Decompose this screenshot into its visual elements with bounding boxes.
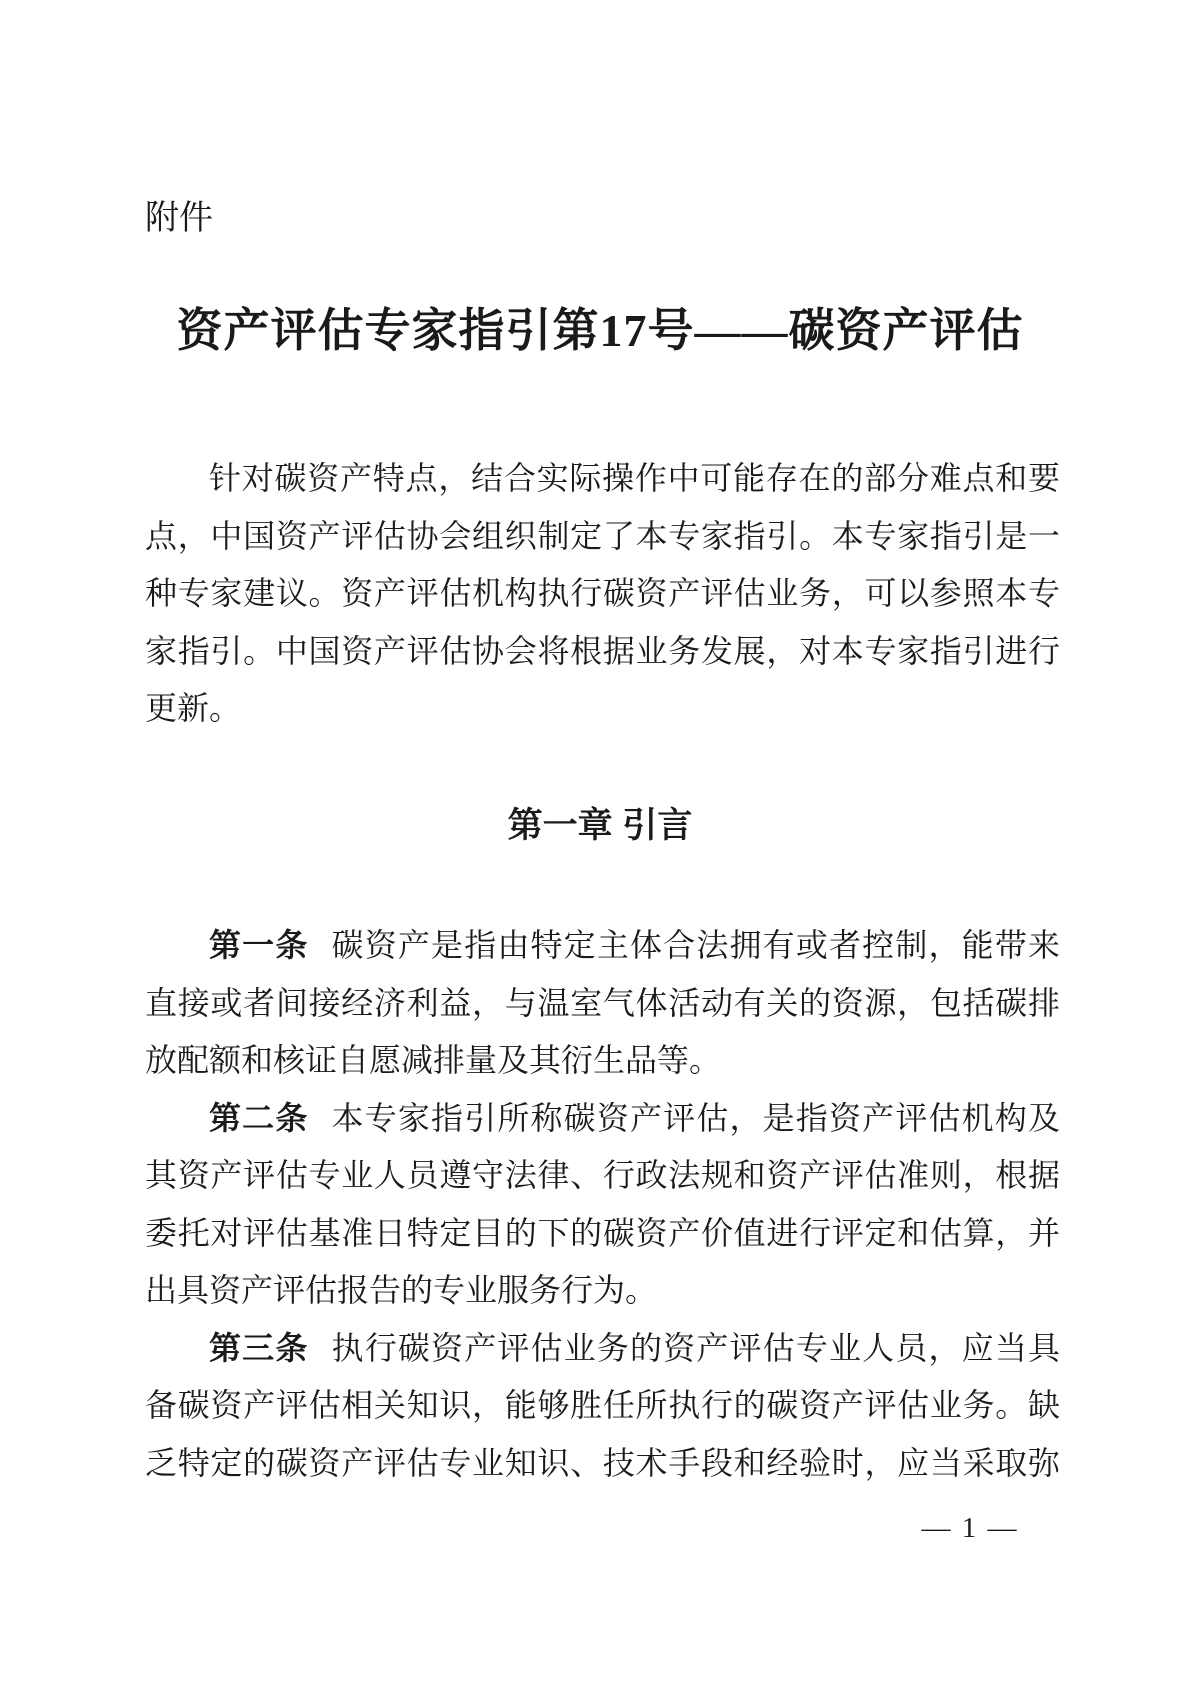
text-line: 放配额和核证自愿减排量及其衍生品等。 <box>145 1042 722 1078</box>
article-3-text: 执行碳资产评估业务的资产评估专业人员，应当具 <box>331 1329 1060 1366</box>
text-line: 直接或者间接经济利益，与温室气体活动有关的资源，包括碳排 <box>145 984 1060 1021</box>
article-1-label: 第一条 <box>209 927 309 963</box>
article-3-lines <box>145 1377 1060 1492</box>
document-title: 资产评估专家指引第17号——碳资产评估 <box>176 305 1024 356</box>
article-1-first-line <box>145 917 1060 975</box>
text-line: 更新。 <box>145 690 242 726</box>
article-2-text: 本专家指引所称碳资产评估，是指资产评估机构及 <box>331 1099 1060 1136</box>
text-line: 出具资产评估报告的专业服务行为。 <box>145 1272 658 1308</box>
article-3 <box>145 1320 1060 1493</box>
attachment-label: 附件 <box>145 200 213 237</box>
articles-section <box>145 917 1060 1492</box>
article-2-label: 第二条 <box>209 1099 309 1136</box>
page-number: — 1 — <box>921 1512 1019 1544</box>
text-line: 点，中国资产评估协会组织制定了本专家指引。本专家指引是一 <box>145 517 1060 554</box>
article-1 <box>145 917 1060 1090</box>
intro-first-line: 针对碳资产特点，结合实际操作中可能存在的部分难点和要 <box>209 460 1060 496</box>
article-2-lines <box>145 1147 1060 1320</box>
text-line: 其资产评估专业人员遵守法律、行政法规和资产评估准则，根据 <box>145 1157 1060 1193</box>
text-line: 委托对评估基准日特定目的下的碳资产价值进行评定和估算，并 <box>145 1214 1060 1251</box>
article-2-first-line <box>145 1090 1060 1148</box>
text-line: 乏特定的碳资产评估专业知识、技术手段和经验时，应当采取弥 <box>145 1444 1060 1481</box>
article-3-first-line <box>145 1320 1060 1378</box>
article-1-text: 碳资产是指由特定主体合法拥有或者控制，能带来 <box>331 927 1060 963</box>
text-line: 家指引。中国资产评估协会将根据业务发展，对本专家指引进行 <box>145 632 1060 669</box>
chapter-heading: 第一章 引言 <box>507 806 693 845</box>
article-3-label: 第三条 <box>209 1329 309 1366</box>
article-1-lines <box>145 975 1060 1090</box>
intro-paragraph <box>145 450 1060 738</box>
text-line: 种专家建议。资产评估机构执行碳资产评估业务，可以参照本专 <box>145 575 1060 611</box>
article-2 <box>145 1090 1060 1320</box>
text-line: 备碳资产评估相关知识，能够胜任所执行的碳资产评估业务。缺 <box>145 1387 1060 1423</box>
intro-lines <box>145 508 1060 738</box>
